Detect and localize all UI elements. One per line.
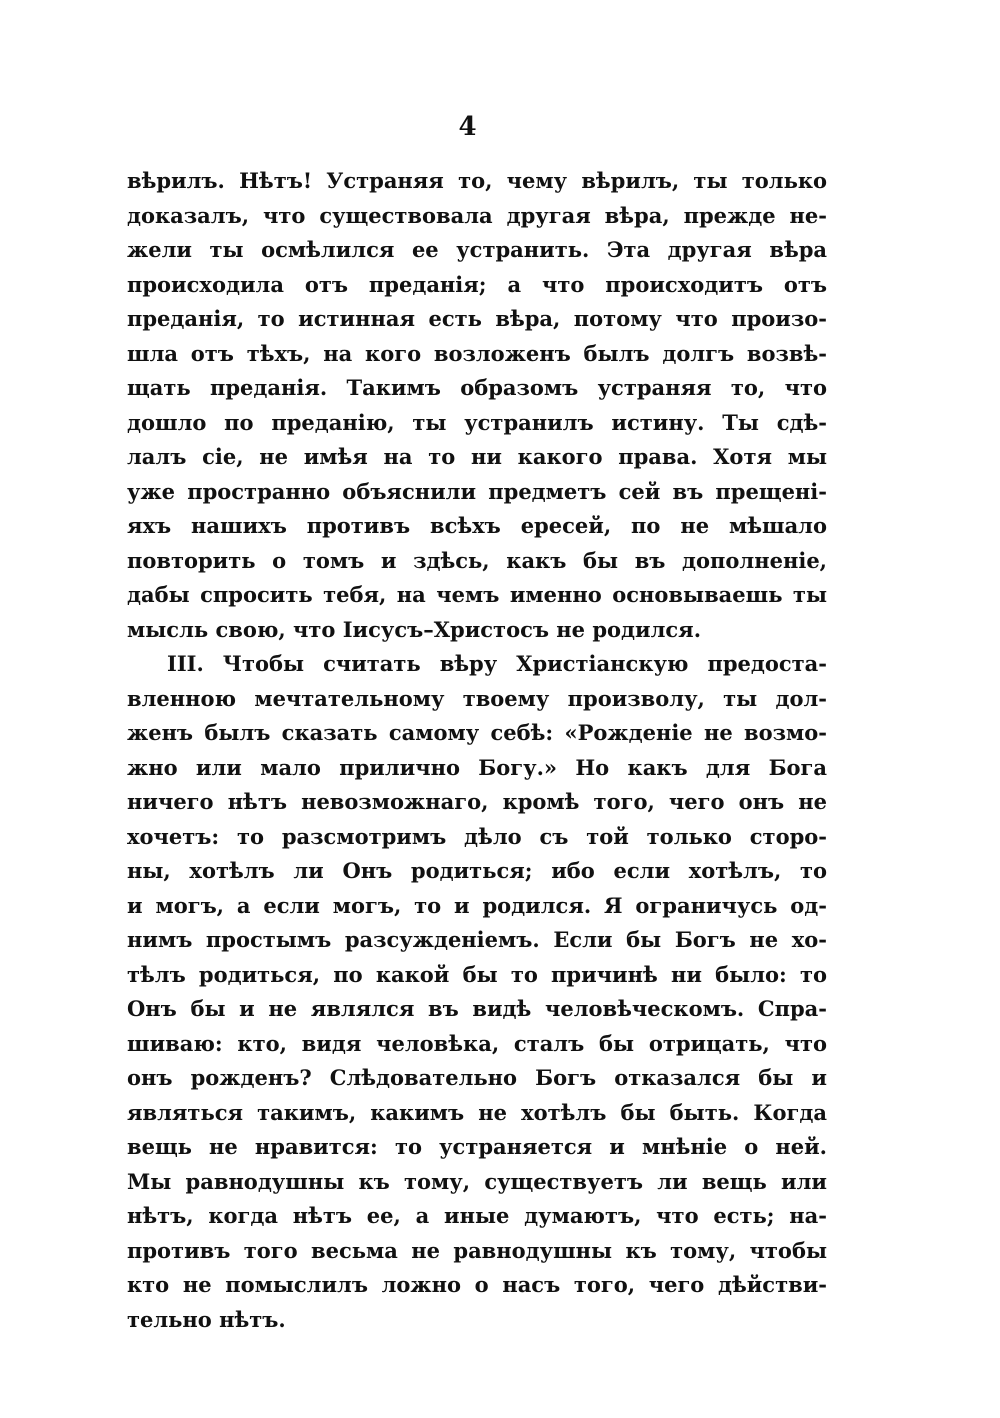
text-line: дабы спросить тебя, на чемъ именно основываешь ты	[127, 582, 827, 607]
text-line: тельно нѣтъ.	[127, 1306, 286, 1332]
text-line: мысль свою, что Іисусъ–Христосъ не родился.	[127, 616, 702, 642]
text-line: повторить о томъ и здѣсь, какъ бы въ дополненіе,	[127, 547, 827, 573]
text-line: Мы равнодушны къ тому, существуетъ ли вещь или	[127, 1168, 827, 1194]
text-line: III. Чтобы считать вѣру Христіанскую предоста-	[167, 651, 827, 676]
text-line: тѣлъ родиться, по какой бы то причинѣ ни было: то	[127, 961, 827, 987]
text-line: ны, хотѣлъ ли Онъ родиться; ибо если хотѣлъ, то	[127, 858, 827, 883]
text-line: женъ былъ сказать самому себѣ: «Рожденіе не возмо-	[127, 720, 827, 745]
text-line: ничего нѣтъ невозможнаго, кромѣ того, чего онъ не	[127, 789, 827, 814]
text-line: вещь не нравится: то устраняется и мнѣніе о ней.	[127, 1134, 827, 1159]
text-line: дошло по преданію, ты устранилъ истину. Ты сдѣ-	[127, 409, 827, 435]
body-text	[127, 164, 827, 1337]
text-line: жно или мало прилично Богу.» Но какъ для Бога	[127, 754, 827, 780]
text-line: преданія, то истинная есть вѣра, потому что произо-	[127, 306, 827, 331]
text-line: онъ рожденъ? Слѣдовательно Богъ отказался бы и	[127, 1065, 827, 1090]
text-line: уже пространно объяснили предметъ сей въ прещені-	[127, 478, 827, 504]
text-line: противъ того весьма не равнодушны къ тому, чтобы	[127, 1237, 827, 1263]
text-line: яхъ нашихъ противъ всѣхъ ересей, по не мѣшало	[127, 513, 827, 538]
text-line: происходила отъ преданія; а что происходитъ отъ	[127, 271, 827, 297]
text-line: Онъ бы и не являлся въ видѣ человѣческомъ. Спра-	[127, 996, 827, 1021]
text-line: вленною мечтательному твоему произволу, ты дол-	[127, 685, 827, 711]
text-line: шла отъ тѣхъ, на кого возложенъ былъ долгъ возвѣ-	[127, 340, 827, 366]
text-line: кто не помыслилъ ложно о насъ того, чего дѣйстви-	[127, 1272, 827, 1297]
text-line: доказалъ, что существовала другая вѣра, прежде не-	[127, 202, 827, 228]
text-line: щать преданія. Такимъ образомъ устраняя то, что	[127, 375, 827, 400]
text-line: являться такимъ, какимъ не хотѣлъ бы быть. Когда	[127, 1099, 827, 1125]
text-line: лалъ сіе, не имѣя на то ни какого права. Хотя мы	[127, 444, 827, 469]
text-line: и могъ, а если могъ, то и родился. Я ограничусь од-	[127, 892, 827, 918]
text-line: нѣтъ, когда нѣтъ ее, а иные думаютъ, что есть; на-	[127, 1203, 827, 1228]
text-line: вѣрилъ. Нѣтъ! Устраняя то, чему вѣрилъ, ты только	[127, 168, 827, 193]
text-line: нимъ простымъ разсужденіемъ. Если бы Богъ не хо-	[127, 927, 827, 952]
text-line: жели ты осмѣлился ее устранить. Эта другая вѣра	[127, 237, 827, 262]
page-number: 4	[458, 112, 477, 142]
text-line: хочетъ: то разсмотримъ дѣло съ той только сторо-	[127, 823, 827, 849]
text-line: шиваю: кто, видя человѣка, сталъ бы отрицать, что	[127, 1030, 827, 1056]
